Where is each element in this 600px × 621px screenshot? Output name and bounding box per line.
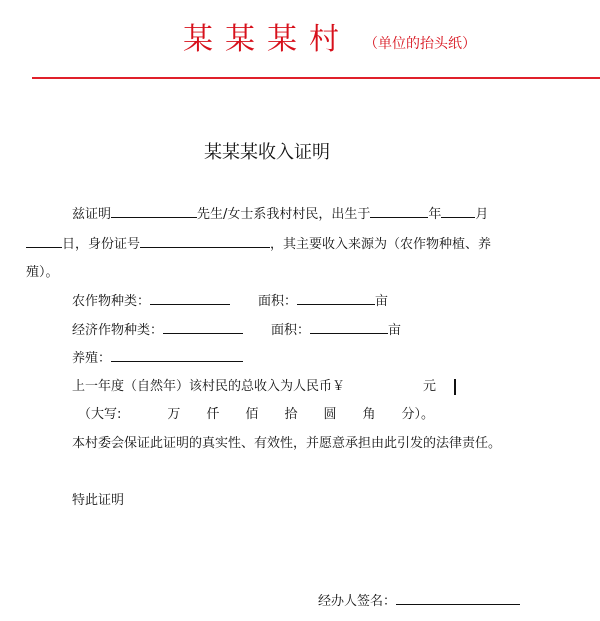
cash-crop-area-unit: 亩 <box>388 323 402 338</box>
birth-day-blank[interactable] <box>26 234 62 248</box>
text-resident: 先生/女士系我村村民，出生于 <box>197 207 371 222</box>
amount-in-words-line <box>78 405 434 425</box>
unit-qian: 仟 <box>206 407 220 422</box>
text-cursor <box>454 379 456 395</box>
cash-crop-type-label: 经济作物种类： <box>72 323 164 338</box>
text-certify: 兹证明 <box>72 207 112 222</box>
daxie-label: （大写: <box>78 407 122 422</box>
letterhead-divider <box>32 77 600 79</box>
unit-bai: 佰 <box>245 407 259 422</box>
document-title: 某某某收入证明 <box>204 142 330 163</box>
name-blank[interactable] <box>111 204 197 218</box>
cash-crop-line <box>72 320 401 341</box>
paragraph-line-2 <box>26 234 491 255</box>
id-number-blank[interactable] <box>140 234 270 248</box>
crop-line <box>72 291 388 312</box>
crop-area-unit: 亩 <box>375 294 389 309</box>
crop-type-blank[interactable] <box>150 291 230 305</box>
unit-yuan: 圆 <box>323 407 337 422</box>
breeding-blank[interactable] <box>111 348 243 362</box>
unit-jiao: 角 <box>362 407 376 422</box>
paragraph-line-1 <box>72 204 488 225</box>
breeding-label: 养殖： <box>72 351 112 366</box>
birth-year-blank[interactable] <box>370 204 428 218</box>
cash-crop-area-blank[interactable] <box>310 320 388 334</box>
unit-shi: 拾 <box>284 407 298 422</box>
text-income-source: ，其主要收入来源为（农作物种植、养 <box>270 237 492 252</box>
cash-crop-type-blank[interactable] <box>163 320 243 334</box>
text-day-id: 日，身份证号 <box>62 237 141 252</box>
closing-statement: 特此证明 <box>72 493 125 508</box>
signer-label: 经办人签名： <box>318 594 397 609</box>
signer-line <box>318 591 520 612</box>
text-month: 月 <box>475 207 489 222</box>
paragraph-line-3: 殖）。 <box>26 265 59 280</box>
breeding-line <box>72 348 243 369</box>
letterhead-note: （单位的抬头纸） <box>364 36 476 52</box>
birth-month-blank[interactable] <box>441 204 475 218</box>
crop-area-label: 面积： <box>258 294 298 309</box>
income-unit: 元 <box>423 379 437 394</box>
text-year: 年 <box>428 207 442 222</box>
cash-crop-area-label: 面积： <box>271 323 311 338</box>
income-label: 上一年度（自然年）该村民的总收入为人民币￥ <box>72 379 346 394</box>
signer-signature-blank[interactable] <box>396 591 520 605</box>
guarantee-statement: 本村委会保证此证明的真实性、有效性，并愿意承担由此引发的法律责任。 <box>72 436 502 451</box>
income-line <box>72 377 456 397</box>
unit-fen: 分）。 <box>401 407 434 422</box>
crop-type-label: 农作物种类： <box>72 294 151 309</box>
crop-area-blank[interactable] <box>297 291 375 305</box>
letterhead-village-name: 某某某村 <box>183 22 351 57</box>
unit-wan: 万 <box>167 407 181 422</box>
